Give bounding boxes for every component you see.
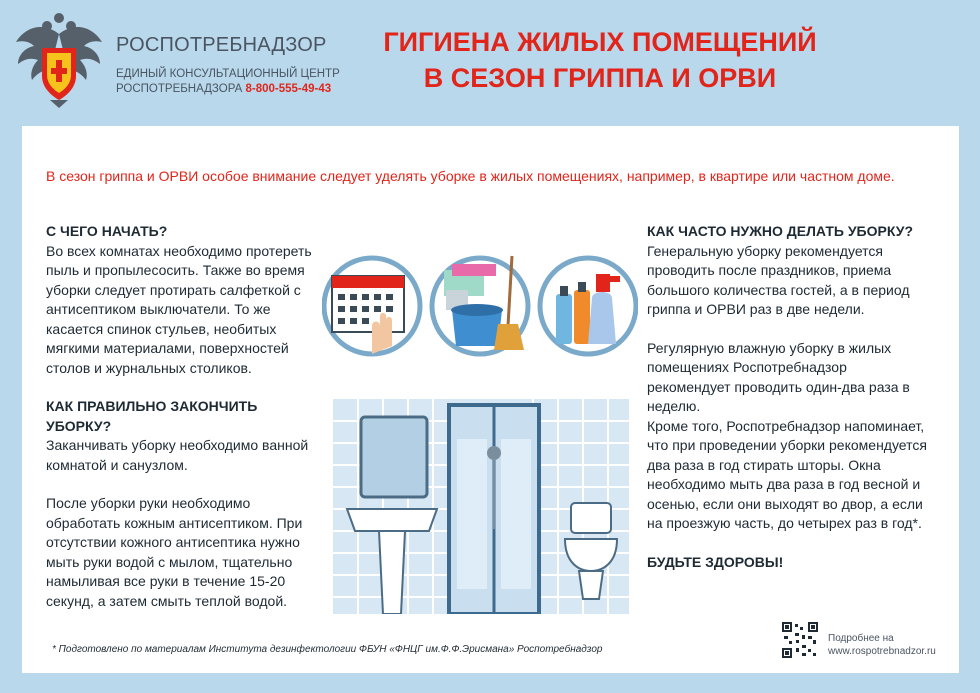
emblem-icon [14, 12, 104, 110]
cleaning-icons-row [322, 254, 638, 358]
more-label: Подробнее на [828, 633, 894, 644]
footnote: * Подготовлено по материалам Института дезинфектологии ФБУН «ФНЦГ им.Ф.Ф.Эрисмана» Роспотребнадзор [52, 644, 603, 655]
title-line2: В СЕЗОН ГРИППА И ОРВИ [423, 63, 777, 93]
heading-be-healthy: БУДЬТЕ ЗДОРОВЫ! [647, 553, 784, 570]
paragraph-how-to-finish: Заканчивать уборку необходимо ванной комнатой и санузлом. [46, 437, 309, 473]
org-subtitle [116, 67, 340, 97]
page-title [380, 24, 820, 96]
paragraph-hand-hygiene: После уборки руки необходимо обработать кожным антисептиком. При отсутствии кожного антисептика нужно мыть руки водой с мылом, тщательно намыливая все руки в течение 15-20 секунд, а затем смыть теплой водой. [46, 495, 303, 609]
paragraph-wet-cleaning: Регулярную влажную уборку в жилых помещениях Роспотребнадзор рекомендует проводить один-два раза в неделю. [647, 339, 910, 414]
org-sub-line1: ЕДИНЫЙ КОНСУЛЬТАЦИОННЫЙ ЦЕНТР [116, 68, 340, 80]
org-name: РОСПОТРЕБНАДЗОР [116, 34, 327, 56]
bathroom-illustration [333, 399, 629, 614]
org-sub-line2-text: РОСПОТРЕБНАДЗОРА [116, 83, 243, 95]
heading-how-often: КАК ЧАСТО НУЖНО ДЕЛАТЬ УБОРКУ? [647, 223, 913, 239]
org-sub-line2 [116, 82, 340, 97]
website-link[interactable]: www.rospotrebnadzor.ru [828, 646, 936, 657]
cleaning-bucket-icon [432, 256, 528, 354]
right-column [647, 222, 927, 572]
paragraph-general-cleaning: Генеральную уборку рекомендуется проводить после праздников, приема большого количества гостей, а в период гриппа и ОРВИ раз в две недели. [647, 242, 910, 317]
qr-code-icon[interactable] [782, 622, 818, 658]
left-column [46, 222, 316, 611]
paragraph-curtains-windows: Кроме того, Роспотребнадзор напоминает, что при проведении уборки рекомендуется два раза в год стирать шторы. Окна необходимо мыть два раза в год весной и осенью, если они выходят во двор, а если на проезжую часть, до четырех раз в год*. [647, 417, 927, 531]
heading-how-to-finish: КАК ПРАВИЛЬНО ЗАКОНЧИТЬ УБОРКУ? [46, 398, 258, 434]
intro-text: В сезон гриппа и ОРВИ особое внимание следует уделять уборке в жилых помещениях, например, в квартире или частном доме. [46, 168, 895, 184]
hotline-phone: 8-800-555-49-43 [245, 83, 332, 95]
heading-how-to-start: С ЧЕГО НАЧАТЬ? [46, 223, 168, 239]
title-line1: ГИГИЕНА ЖИЛЫХ ПОМЕЩЕНИЙ [383, 27, 817, 57]
content-card [22, 126, 959, 673]
calendar-icon [324, 258, 420, 354]
more-info [828, 632, 958, 658]
header [0, 0, 980, 122]
paragraph-how-to-start: Во всех комнатах необходимо протереть пыль и пропылесосить. Также во время уборки следует протирать салфеткой с антисептиком выключатели. То же касается спинок стульев, необитых мягкими материалами, поверхностей столов и журнальных столиков. [46, 242, 312, 376]
detergent-bottles-icon [540, 258, 636, 354]
